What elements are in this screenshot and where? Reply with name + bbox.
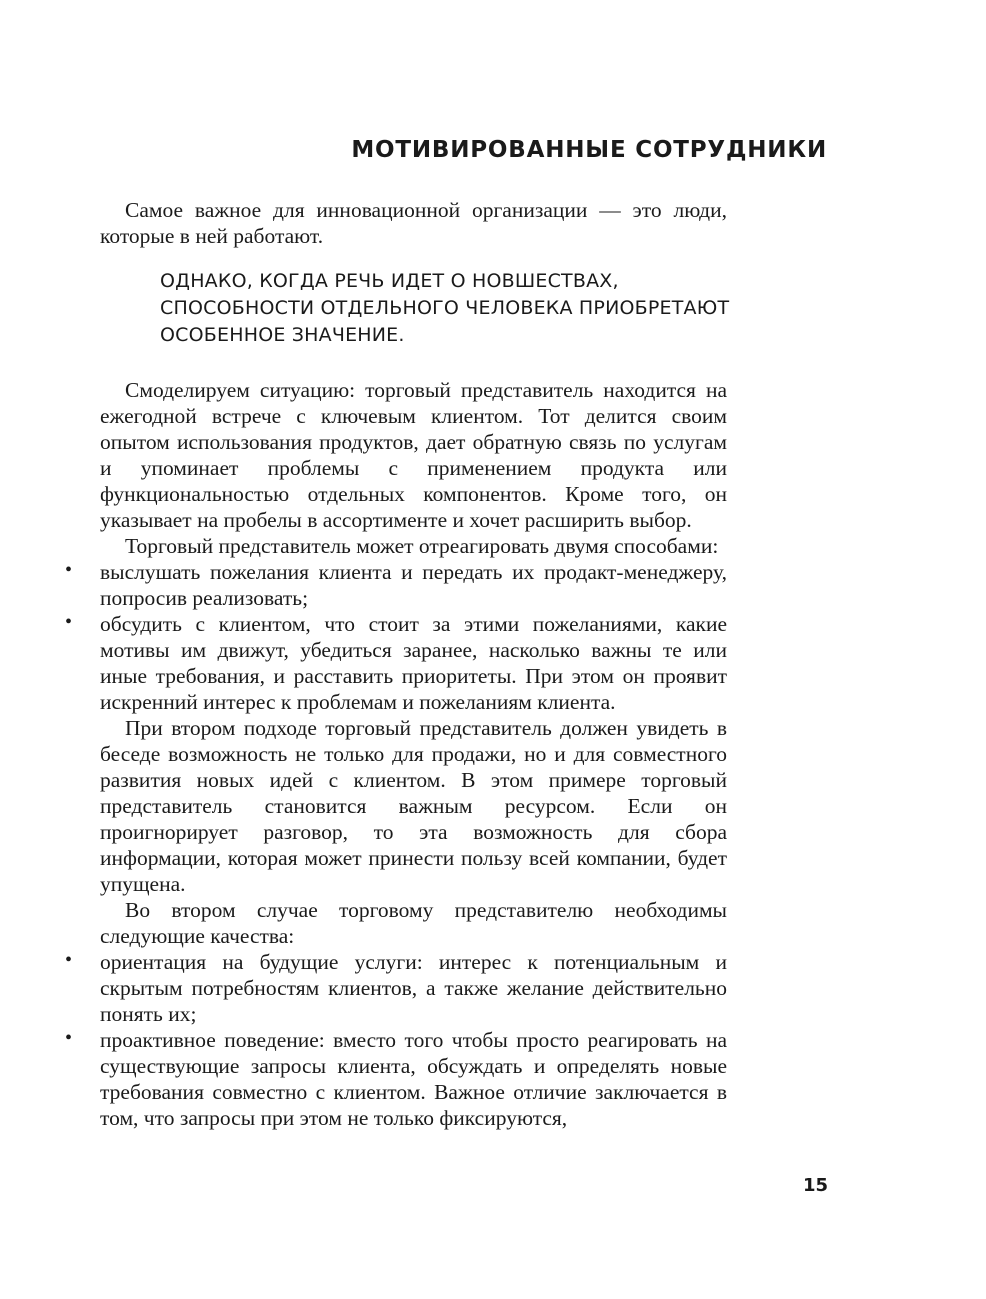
body-paragraph: Во втором случае торговому представителю необходимы следующие качества: bbox=[100, 898, 727, 948]
pull-quote bbox=[160, 268, 800, 349]
bullet-list bbox=[65, 949, 727, 1131]
body-paragraph: Смоделируем ситуацию: торговый представитель находится на ежегодной встрече с ключевым клиентом. Тот делится своим опытом использования продуктов, дает обратную связь по услугам и упоминает проблемы с применением продукта или функциональностью отдельных компонентов. Кроме того, он указывает на пробелы в ассортименте и хочет расширить выбор. bbox=[100, 378, 727, 532]
body-paragraph: Торговый представитель может отреагировать двумя способами: bbox=[125, 534, 719, 558]
list-item-text: ориентация на будущие услуги: интерес к потенциальным и скрытым потребностям клиентов, а также желание действительно понять их; bbox=[100, 950, 727, 1026]
list-item bbox=[65, 611, 727, 715]
page-number: 15 bbox=[802, 1175, 828, 1196]
list-item bbox=[65, 949, 727, 1027]
section-heading: МОТИВИРОВАННЫЕ СОТРУДНИКИ bbox=[351, 137, 827, 163]
pull-quote-line: СПОСОБНОСТИ ОТДЕЛЬНОГО ЧЕЛОВЕКА ПРИОБРЕТАЮТ bbox=[160, 297, 730, 319]
bullet-icon: • bbox=[65, 559, 73, 581]
pull-quote-line: ОСОБЕННОЕ ЗНАЧЕНИЕ. bbox=[160, 324, 405, 346]
bullet-list bbox=[65, 559, 727, 715]
list-item bbox=[65, 559, 727, 611]
main-text bbox=[65, 377, 727, 1131]
list-item-text: обсудить с клиентом, что стоит за этими пожеланиями, какие мотивы им движут, убедиться заранее, насколько важны те или иные требования, и расставить приоритеты. При этом он проявит искренний интерес к проблемам и пожеланиям клиента. bbox=[100, 612, 727, 714]
bullet-icon: • bbox=[65, 949, 73, 971]
intro-paragraph: Самое важное для инновационной организации — это люди, которые в ней работают. bbox=[100, 198, 727, 248]
list-item bbox=[65, 1027, 727, 1131]
body-paragraph: При втором подходе торговый представитель должен увидеть в беседе возможность не только для продажи, но и для совместного развития новых идей с клиентом. В этом примере торговый представитель становится важным ресурсом. Если он проигнорирует разговор, то эта возможность для сбора информации, которая может принести пользу всей компании, будет упущена. bbox=[100, 716, 727, 896]
list-item-text: проактивное поведение: вместо того чтобы просто реагировать на существующие запросы клиента, обсуждать и определять новые требования совместно с клиентом. Важное отличие заключается в том, что запросы при этом не только фиксируются, bbox=[100, 1028, 727, 1130]
bullet-icon: • bbox=[65, 1027, 73, 1049]
list-item-text: выслушать пожелания клиента и передать их продакт-менеджеру, попросив реализовать; bbox=[100, 560, 727, 610]
pull-quote-line: ОДНАКО, КОГДА РЕЧЬ ИДЕТ О НОВШЕСТВАХ, bbox=[160, 270, 619, 292]
bullet-icon: • bbox=[65, 611, 73, 633]
